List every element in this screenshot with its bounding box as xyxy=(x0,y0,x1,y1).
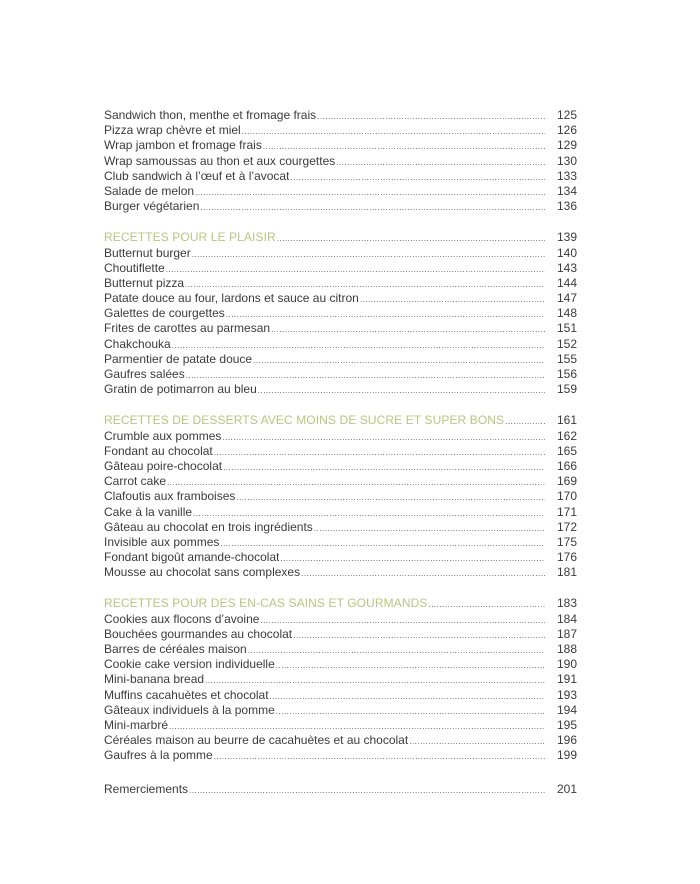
dot-leader xyxy=(301,566,545,581)
toc-entry[interactable] xyxy=(104,535,577,550)
dot-leader xyxy=(336,155,545,170)
toc-entry-title: Sandwich thon, menthe et fromage frais xyxy=(104,108,317,122)
dot-leader xyxy=(277,231,545,246)
section-heading-plaisir[interactable] xyxy=(104,230,577,245)
dot-leader xyxy=(409,734,545,749)
toc-entry-title: Gaufres à la pomme xyxy=(104,748,213,763)
dot-leader xyxy=(200,200,545,215)
toc-entry-page: 159 xyxy=(556,382,577,397)
section-heading-title: RECETTES DE DESSERTS AVEC MOINS DE SUCRE ET SUPER BONS xyxy=(104,413,505,428)
toc-entry[interactable] xyxy=(104,718,577,733)
toc-entry[interactable] xyxy=(104,444,577,459)
dot-leader xyxy=(290,170,545,185)
toc-entry-page: 162 xyxy=(556,428,577,443)
toc-entry-page: 151 xyxy=(556,321,577,336)
toc-entry-title: Carrot cake xyxy=(104,474,167,489)
toc-entry-title: Choutiflette xyxy=(104,260,165,275)
toc-entry[interactable] xyxy=(104,505,577,520)
section-heading-page: 139 xyxy=(556,230,577,245)
toc-entry-title: Wrap samoussas au thon et aux courgettes xyxy=(104,153,336,168)
dot-leader xyxy=(258,383,545,398)
dot-leader xyxy=(280,551,545,566)
toc-entry-title: Invisible aux pommes xyxy=(104,534,220,549)
toc-entry-page: 134 xyxy=(556,183,577,198)
dot-leader xyxy=(205,673,545,688)
toc-entry-title: Cookies aux flocons d’avoine xyxy=(104,611,260,626)
toc-entry-remerciements[interactable] xyxy=(104,782,577,797)
toc-entry[interactable] xyxy=(104,246,577,261)
toc-entry-page: 196 xyxy=(556,733,577,748)
toc-entry-page: 169 xyxy=(556,474,577,489)
toc-entry-page: 188 xyxy=(556,642,577,656)
dot-leader xyxy=(220,536,545,551)
toc-entry[interactable] xyxy=(104,108,577,123)
toc-entry-title: Mousse au chocolat sans complexes xyxy=(104,565,301,580)
toc-entry[interactable] xyxy=(104,429,577,444)
toc-entry-page: 191 xyxy=(556,672,577,687)
section-spacer xyxy=(104,214,577,230)
toc-entry[interactable] xyxy=(104,459,577,474)
toc-entry-page: 194 xyxy=(556,702,577,717)
toc-entry-page: 126 xyxy=(556,123,577,138)
toc-entry[interactable] xyxy=(104,688,577,703)
dot-leader xyxy=(185,277,545,292)
toc-entry-title: Salade de melon xyxy=(104,183,195,198)
dot-leader xyxy=(270,689,545,704)
toc-entry-title: Clafoutis aux framboises xyxy=(104,489,236,504)
toc-entry-page: 152 xyxy=(556,336,577,351)
toc-entry-title: Parmentier de patate douce xyxy=(104,351,253,366)
dot-leader xyxy=(222,430,545,445)
toc-entry[interactable] xyxy=(104,367,577,382)
toc-entry-title: Muffins cacahuètes et chocolat xyxy=(104,687,269,702)
dot-leader xyxy=(223,460,545,475)
toc-entry-title: Club sandwich à l’œuf et à l’avocat xyxy=(104,168,290,183)
dot-leader xyxy=(253,353,545,368)
section-spacer xyxy=(104,580,577,596)
toc-entry-page: 170 xyxy=(556,489,577,504)
dot-leader xyxy=(192,247,545,262)
table-of-contents xyxy=(104,108,577,797)
toc-entry-page: 181 xyxy=(556,565,577,580)
toc-entry-title: Mini-marbré xyxy=(104,717,169,732)
dot-leader xyxy=(166,262,545,277)
toc-entry-title: Gâteau au chocolat en trois ingrédients xyxy=(104,519,313,534)
toc-entry[interactable] xyxy=(104,733,577,748)
toc-entry[interactable] xyxy=(104,169,577,184)
toc-entry-page: 148 xyxy=(556,306,577,321)
dot-leader xyxy=(428,597,545,612)
section-spacer xyxy=(104,764,577,782)
toc-entry[interactable] xyxy=(104,291,577,306)
dot-leader xyxy=(193,506,545,521)
toc-entry[interactable] xyxy=(104,123,577,138)
toc-entry[interactable] xyxy=(104,474,577,489)
toc-entry-title: Gratin de potimarron au bleu xyxy=(104,382,257,397)
section-heading-title: RECETTES POUR LE PLAISIR xyxy=(104,230,276,245)
toc-entry-title: Fondant bigoût amande-chocolat xyxy=(104,550,280,565)
dot-leader xyxy=(189,783,545,798)
toc-entry[interactable] xyxy=(104,627,577,642)
toc-entry-page: 187 xyxy=(556,626,577,641)
toc-entry-page: 129 xyxy=(556,138,577,153)
toc-entry[interactable] xyxy=(104,337,577,352)
dot-leader xyxy=(263,139,545,154)
toc-entry-page: 143 xyxy=(556,260,577,275)
toc-entry-title: Céréales maison au beurre de cacahuètes et au chocolat xyxy=(104,733,409,748)
toc-entry-page: 156 xyxy=(556,367,577,381)
toc-entry-title: Gâteau poire-chocolat xyxy=(104,458,223,473)
dot-leader xyxy=(505,414,545,429)
toc-entry-page: 166 xyxy=(556,458,577,473)
dot-leader xyxy=(260,613,545,628)
toc-entry[interactable] xyxy=(104,154,577,169)
toc-entry-page: 190 xyxy=(556,657,577,672)
toc-entry-page: 193 xyxy=(556,687,577,702)
toc-entry[interactable] xyxy=(104,382,577,397)
toc-entry-page: 172 xyxy=(556,519,577,534)
dot-leader xyxy=(360,292,545,307)
section-spacer xyxy=(104,397,577,413)
dot-leader xyxy=(167,475,545,490)
toc-entry-title: Patate douce au four, lardons et sauce au citron xyxy=(104,291,359,306)
section-heading-page: 183 xyxy=(556,596,577,611)
toc-entry-title: Remerciements xyxy=(104,781,189,796)
dot-leader xyxy=(317,109,545,124)
dot-leader xyxy=(271,322,545,337)
dot-leader xyxy=(236,490,545,505)
toc-entry-page: 136 xyxy=(556,199,577,214)
dot-leader xyxy=(195,185,545,200)
toc-entry-page: 175 xyxy=(556,534,577,549)
dot-leader xyxy=(214,445,545,460)
section-heading-page: 161 xyxy=(556,413,577,428)
toc-entry[interactable] xyxy=(104,642,577,657)
section-heading-desserts[interactable] xyxy=(104,413,577,428)
dot-leader xyxy=(186,368,545,383)
section-heading-encas[interactable] xyxy=(104,596,577,611)
toc-entry-title: Chakchouka xyxy=(104,336,171,351)
dot-leader xyxy=(169,719,545,734)
toc-entry-page: 125 xyxy=(556,108,577,122)
section-heading-title: RECETTES POUR DES EN-CAS SAINS ET GOURMANDS xyxy=(104,596,428,611)
toc-entry[interactable] xyxy=(104,352,577,367)
toc-entry[interactable] xyxy=(104,276,577,291)
toc-entry[interactable] xyxy=(104,748,577,763)
dot-leader xyxy=(293,628,545,643)
toc-entry-title: Gaufres salées xyxy=(104,367,185,381)
toc-entry[interactable] xyxy=(104,672,577,687)
toc-entry-title: Bouchées gourmandes au chocolat xyxy=(104,626,293,641)
toc-entry[interactable] xyxy=(104,565,577,580)
toc-entry[interactable] xyxy=(104,489,577,504)
toc-entry-page: 199 xyxy=(556,748,577,763)
dot-leader xyxy=(214,749,545,764)
toc-entry-page: 155 xyxy=(556,351,577,366)
toc-entry-page: 195 xyxy=(556,717,577,732)
toc-entry-page: 140 xyxy=(556,245,577,260)
toc-entry-title: Cookie cake version individuelle xyxy=(104,657,275,672)
dot-leader xyxy=(226,307,545,322)
toc-entry-title: Galettes de courgettes xyxy=(104,306,225,321)
toc-entry-title: Butternut pizza xyxy=(104,275,185,290)
toc-entry[interactable] xyxy=(104,138,577,153)
toc-entry-page: 147 xyxy=(556,291,577,306)
toc-entry[interactable] xyxy=(104,184,577,199)
toc-entry-page: 165 xyxy=(556,443,577,458)
toc-entry[interactable] xyxy=(104,321,577,336)
toc-entry-title: Butternut burger xyxy=(104,245,191,260)
toc-entry-page: 171 xyxy=(556,504,577,519)
toc-entry-page: 130 xyxy=(556,153,577,168)
toc-entry[interactable] xyxy=(104,550,577,565)
toc-entry[interactable] xyxy=(104,306,577,321)
toc-entry-page: 184 xyxy=(556,611,577,626)
dot-leader xyxy=(314,521,545,536)
toc-entry-title: Cake à la vanille xyxy=(104,504,193,519)
toc-entry-page: 133 xyxy=(556,168,577,183)
toc-entry-title: Barres de céréales maison xyxy=(104,642,247,656)
toc-entry-title: Gâteaux individuels à la pomme xyxy=(104,702,275,717)
toc-entry[interactable] xyxy=(104,703,577,718)
toc-entry-title: Fondant au chocolat xyxy=(104,443,213,458)
toc-entry-title: Wrap jambon et fromage frais xyxy=(104,138,262,153)
dot-leader xyxy=(276,658,545,673)
toc-entry-page: 144 xyxy=(556,275,577,290)
toc-entry-title: Mini-banana bread xyxy=(104,672,205,687)
toc-entry[interactable] xyxy=(104,612,577,627)
toc-entry[interactable] xyxy=(104,199,577,214)
toc-entry-page: 176 xyxy=(556,550,577,565)
dot-leader xyxy=(248,643,545,658)
dot-leader xyxy=(276,704,545,719)
toc-entry-title: Frites de carottes au parmesan xyxy=(104,321,271,336)
dot-leader xyxy=(242,124,545,139)
toc-entry[interactable] xyxy=(104,520,577,535)
toc-entry[interactable] xyxy=(104,261,577,276)
dot-leader xyxy=(172,338,545,353)
toc-entry[interactable] xyxy=(104,657,577,672)
toc-entry-page: 201 xyxy=(556,781,577,796)
toc-entry-title: Crumble aux pommes xyxy=(104,428,222,443)
toc-entry-title: Pizza wrap chèvre et miel xyxy=(104,123,241,138)
toc-entry-title: Burger végétarien xyxy=(104,199,200,214)
